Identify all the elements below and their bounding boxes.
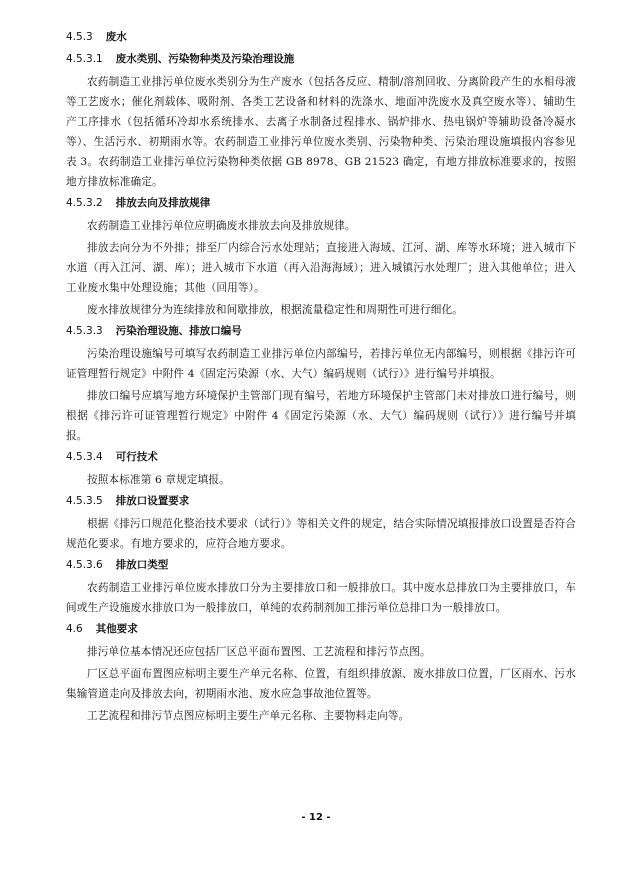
section-number: 4.5.3.5 <box>66 495 103 507</box>
paragraph: 厂区总平面布置图应标明主要生产单元名称、位置，有组织排放源、废水排放口位置，厂区雨水、污水集输管道走向及排放去向，初期雨水池、废水应急事故池位置等。 <box>66 668 576 700</box>
section-number: 4.5.3.4 <box>66 451 103 463</box>
section-title: 废水类别、污染物种类及污染治理设施 <box>115 53 295 65</box>
section-number: 4.6 <box>66 623 83 635</box>
paragraph: 农药制造工业排污单位应明确废水排放去向及排放规律。 <box>87 220 356 232</box>
paragraph: 排放去向分为不外排；排至厂内综合污水处理站；直接进入海域、江河、湖、库等水环境；进入城市下水道（再入江河、湖、库）；进入城市下水道（再入沿海海域）；进入城镇污水处理厂；进入其他单位；进入工业废水集中处理设施；其他（回用等）。 <box>66 242 576 294</box>
paragraph: 农药制造工业排污单位废水排放口分为主要排放口和一般排放口。其中废水总排放口为主要排放口，车间或生产设施废水排放口为一般排放口，单纯的农药制剂加工排污单位总排口为一般排放口。 <box>66 582 576 614</box>
subsection-heading <box>66 194 576 212</box>
paragraph: 排放口编号应填写地方环境保护主管部门现有编号，若地方环境保护主管部门未对排放口进行编号，则根据《排污许可证管理暂行规定》中附件 4《固定污染源（水、大气）编码规则（试行）》进行编号并填报。 <box>66 390 576 442</box>
section-title: 排放口类型 <box>115 559 169 571</box>
paragraph: 污染治理设施编号可填写农药制造工业排污单位内部编号，若排污单位无内部编号，则根据《排污许可证管理暂行规定》中附件 4《固定污染源（水、大气）编码规则（试行）》进行编号并填报。 <box>66 348 576 380</box>
paragraph: 排污单位基本情况还应包括厂区总平面布置图、工艺流程和排污节点图。 <box>87 646 431 658</box>
paragraph: 按照本标准第 6 章规定填报。 <box>87 474 230 486</box>
paragraph: 废水排放规律分为连续排放和间歇排放，根据流量稳定性和周期性可进行细化。 <box>87 304 464 316</box>
paragraph: 根据《排污口规范化整治技术要求（试行）》等相关文件的规定，结合实际情况填报排放口设置是否符合规范化要求。有地方要求的，应符合地方要求。 <box>66 518 576 550</box>
subsection-heading <box>66 448 576 466</box>
section-heading <box>66 620 576 638</box>
document-body <box>66 28 576 728</box>
section-title: 排放去向及排放规律 <box>115 197 211 209</box>
section-number: 4.5.3.6 <box>66 559 103 571</box>
section-number: 4.5.3.3 <box>66 325 103 337</box>
section-title: 排放口设置要求 <box>115 495 190 507</box>
subsection-heading <box>66 322 576 340</box>
subsection-heading <box>66 50 576 68</box>
section-number: 4.5.3.2 <box>66 197 103 209</box>
section-title: 废水 <box>105 31 127 43</box>
section-title: 其他要求 <box>95 623 138 635</box>
subsection-heading <box>66 556 576 574</box>
page-number: - 12 - <box>301 812 331 823</box>
section-title: 污染治理设施、排放口编号 <box>115 325 242 337</box>
section-title: 可行技术 <box>115 451 158 463</box>
subsection-heading <box>66 492 576 510</box>
paragraph: 农药制造工业排污单位废水类别分为生产废水（包括各反应、精制/溶剂回收、分离阶段产生的水相母液等工艺废水；催化剂载体、吸附剂、各类工艺设备和材料的洗涤水、地面冲洗废水及真空废水等）、辅助生产工序排水（包括循环冷却水系统排水、去离子水制备过程排水、锅炉排水、热电锅炉等辅助设备冷凝水等）、生活污水、初期雨水等。农药制造工业排污单位废水类别、污染物种类、污染治理设施填报内容参见表 3。农药制造工业排污单位污染物种类依据 GB 8978、GB 21523 确定，有地方排放标准要求的，按照地方排放标准确定。 <box>66 76 576 188</box>
section-heading <box>66 28 576 46</box>
section-number: 4.5.3.1 <box>66 53 103 65</box>
section-number: 4.5.3 <box>66 31 93 43</box>
paragraph: 工艺流程和排污节点图应标明主要生产单元名称、主要物料走向等。 <box>87 710 410 722</box>
